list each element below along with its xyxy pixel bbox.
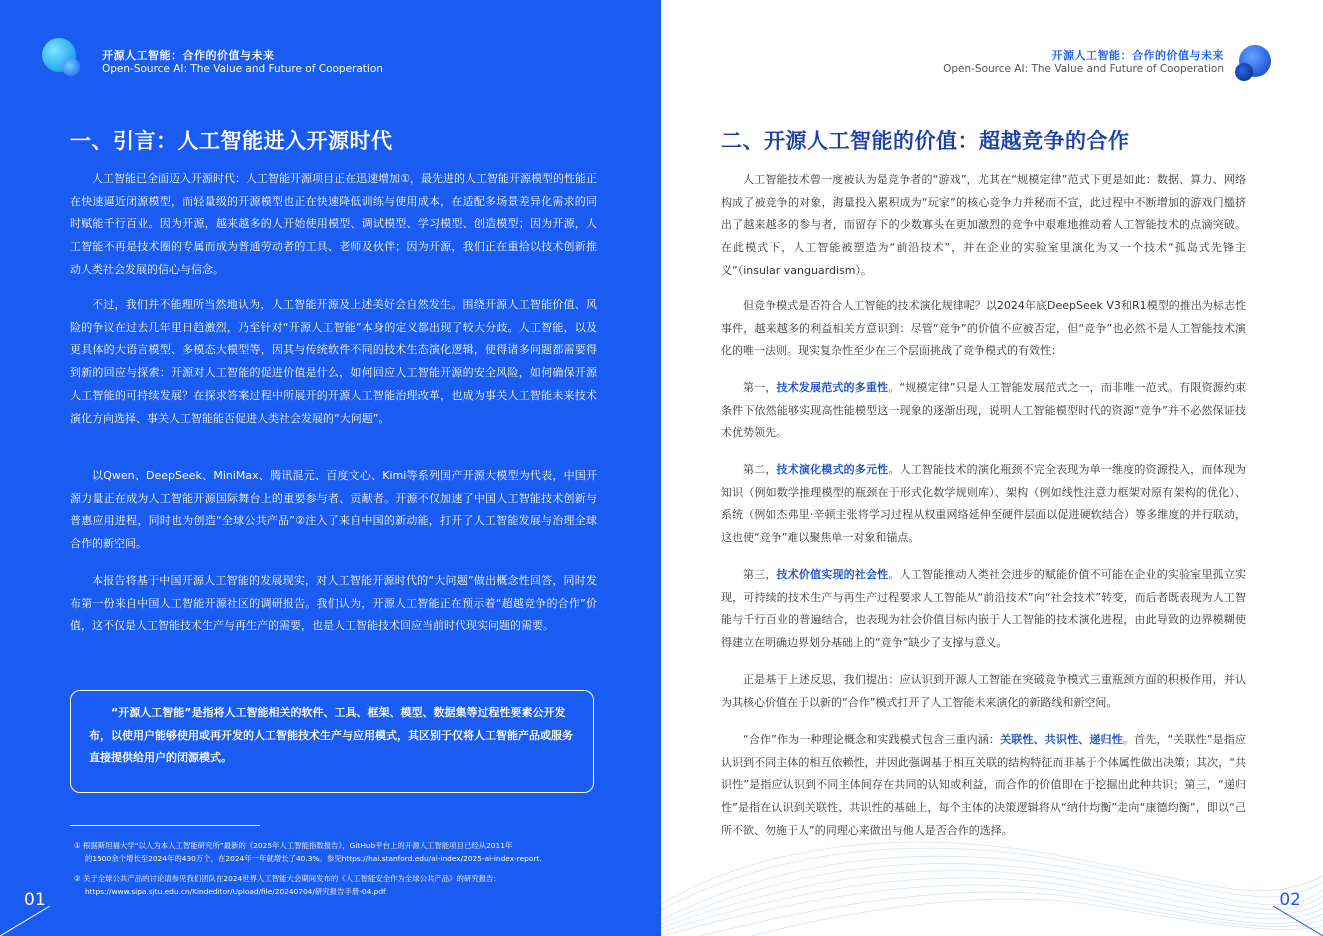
- definition-text: “开源人工智能”是指将人工智能相关的软件、工具、框架、模型、数据集等过程性要素公开发布，以使用户能够使用或再开发的人工智能技术生产与应用模式，其区别于仅将人工智能产品或服务直接提供给用户的闭源模式。: [89, 706, 573, 764]
- value-paragraph-6: 正是基于上述反思，我们提出：应认识到开源人工智能在突破竞争模式三重瓶颈方面的积极作用，并认为其核心价值在于以新的“合作”模式打开了人工智能未来演化的新路线和新空间。: [721, 673, 1246, 709]
- p7-text: 。首先，“关联性”是指应认识到不同主体的相互依赖性，并因此强调基于相互关联的结构特征而非基于个体属性做出决策；其次，“共识性”是指应认识到不同主体间存在共同的认知或利益，而合作的价值即在于挖掘出此种共识；第三，“递归性”是指在认识到关联性、共识性的基础上，每个主体的决策逻辑将从“纳什均衡”走向“康德均衡”，即以“己所不欲、勿施于人”的同理心来做出与他人是否合作的选择。: [721, 733, 1246, 837]
- footnote-1: [74, 839, 609, 865]
- value-paragraph-1: 人工智能技术曾一度被认为是竞争者的“游戏”，尤其在“规模定律”范式下更是如此：数据、算力、网络构成了被竞争的对象，海量投入累积成为“玩家”的核心竞争力并秘而不宣，此过程中不断增加的游戏门槛挤出了越来越多的参与者，而留存下的少数寡头在更加激烈的竞争中艰难地推动着人工智能技术的点滴突破。在此模式下，人工智能被塑造为“前沿技术”，并在企业的实验室里演化为又一个技术“孤岛式先锋主义”（insular vanguardism）。: [721, 173, 1246, 277]
- footnote-2: [74, 872, 609, 898]
- value-paragraph-5: [721, 564, 1246, 655]
- section-title: 一、引言：人工智能进入开源时代: [70, 129, 393, 153]
- intro-paragraph-4: 本报告将基于中国开源人工智能的发展现实，对人工智能开源时代的“大问题”做出概念性回答，同时发布第一份来自中国人工智能开源社区的调研报告。我们认为，开源人工智能正在预示着“超越竞争的合作”价值，这不仅是人工智能技术生产与再生产的需要，也是人工智能技术回应当前时代现实问题的需要。: [70, 574, 597, 633]
- page-number-left: 01: [24, 890, 46, 910]
- definition-box: [70, 690, 594, 793]
- p5-text: 。人工智能推动人类社会进步的赋能价值不可能在企业的实验室里孤立实现，可持续的技术生产与再生产过程要求人工智能从“前沿技术”向“社会技术”转变，而后者既表现为人工智能与千行百业的普遍结合，也表现为社会价值目标内嵌于人工智能的技术演化进程，由此导致的边界模糊使得建立在明确边界划分基础上的“竞争”缺少了支撑与意义。: [721, 568, 1247, 650]
- header-title-en: Open-Source AI: The Value and Future of Cooperation: [102, 63, 383, 75]
- footnote-1-line1: ① 根据斯坦福大学“以人为本人工智能研究所”最新的《2025年人工智能指数报告》，GitHub平台上的开源人工智能项目已经从2011年: [74, 841, 513, 850]
- header-title-cn: 开源人工智能：合作的价值与未来: [102, 49, 275, 62]
- value-paragraph-4: [721, 459, 1246, 550]
- p7-lead: “合作”作为一种理论概念和实践模式包含三重内涵：: [743, 733, 1001, 746]
- value-paragraph-7: [721, 729, 1246, 843]
- logo-icon: [1233, 44, 1271, 82]
- value-paragraph-3: [721, 377, 1246, 445]
- p3-lead: 第一，: [743, 381, 777, 394]
- header-title-en: Open-Source AI: The Value and Future of Cooperation: [943, 63, 1224, 75]
- page-number-right: 02: [1279, 890, 1301, 910]
- footnote-divider: [70, 825, 260, 826]
- intro-paragraph-1: 人工智能已全面迈入开源时代：人工智能开源项目正在迅速增加①，最先进的人工智能开源模型的性能正在快速逼近闭源模型，而轻量级的开源模型也正在快速降低训练与使用成本，在适配多场景差异化需求的同时赋能千行百业。因为开源，越来越多的人开始使用模型、调试模型、学习模型、创造模型；因为开源，人工智能不再是技术圈的专属而成为普通劳动者的工具、老师及伙伴；因为开源，我们正在重拾以技术创新推动人类社会发展的信心与信念。: [70, 172, 597, 276]
- footnote-2-line1: ② 关于全球公共产品的讨论请参见我们团队在2024世界人工智能大会期间发布的《人工智能安全作为全球公共产品》的研究报告:: [74, 874, 496, 883]
- right-page: [661, 0, 1323, 936]
- p5-lead: 第三，: [743, 568, 777, 581]
- footnote-1-line2: 的1500余个增长至2024年的430万个，在2024年一年就增长了40.3%。参见https://hai.stanford.edu/ai-index/2025-ai-index-report.: [85, 854, 542, 863]
- p4-text: 。人工智能技术的演化瓶颈不完全表现为单一维度的资源投入，而体现为知识（例如数学推理模型的瓶颈在于形式化数学规则库）、架构（例如线性注意力框架对原有架构的优化）、系统（例如杰弗里·辛顿主张将学习过程从权重网络延伸至硬件层面以促进硬软结合）等多维度的并行联动，这也使“竞争”难以聚焦单一对象和锚点。: [721, 463, 1247, 545]
- value-paragraph-2: 但竞争模式是否符合人工智能的技术演化规律呢？以2024年底DeepSeek V3和R1模型的推出为标志性事件，越来越多的利益相关方意识到：尽管“竞争”的价值不应被否定，但“竞争”也必然不是人工智能技术演化的唯一法则。现实复杂性至少在三个层面挑战了竞争模式的有效性：: [721, 299, 1246, 358]
- p4-lead: 第二，: [743, 463, 777, 476]
- p3-keyword: 技术发展范式的多重性: [776, 381, 889, 394]
- section-title: 二、开源人工智能的价值：超越竞争的合作: [721, 129, 1130, 153]
- p4-keyword: 技术演化模式的多元性: [776, 463, 889, 476]
- intro-paragraph-2: 不过，我们并不能理所当然地认为，人工智能开源及上述美好会自然发生。围绕开源人工智能价值、风险的争议在过去几年里日趋激烈，乃至针对“开源人工智能”本身的定义都出现了较大分歧。人工智能，以及更具体的大语言模型、多模态大模型等，因其与传统软件不同的技术生态演化逻辑，使得诸多问题都需要得到新的回应与探索：开源对人工智能的促进价值是什么，如何回应人工智能开源的安全风险，如何确保开源人工智能的可持续发展？在探求答案过程中所展开的开源人工智能治理改革，也成为事关人工智能未来技术演化方向选择、事关人工智能能否促进人类社会发展的“大问题”。: [70, 298, 597, 425]
- p3-text: 。“规模定律”只是人工智能发展范式之一，而非唯一范式。有限资源约束条件下依然能够实现高性能模型这一现象的逐渐出现，说明人工智能模型时代的资源“竞争”并不必然保证技术优势领先。: [721, 381, 1246, 440]
- footnote-2-line2: https://www.sipa.sjtu.edu.cn/Kindeditor/Upload/file/20240704/研究报告手册-04.pdf: [85, 887, 386, 896]
- p5-keyword: 技术价值实现的社会性: [776, 568, 889, 581]
- p7-keyword: 关联性、共识性、递归性: [1000, 733, 1123, 746]
- intro-paragraph-3: 以Qwen、DeepSeek、MiniMax、腾讯混元、百度文心、Kimi等系列国产开源大模型为代表，中国开源力量正在成为人工智能开源国际舞台上的重要参与者、贡献者。开源不仅加速了中国人工智能技术创新与普惠应用进程，同时也为创造“全球公共产品”②注入了来自中国的新动能，打开了人工智能发展与治理全球合作的新空间。: [70, 469, 597, 551]
- logo-icon: [42, 38, 80, 76]
- header-title-cn: 开源人工智能：合作的价值与未来: [1051, 49, 1224, 62]
- left-page: [0, 0, 661, 936]
